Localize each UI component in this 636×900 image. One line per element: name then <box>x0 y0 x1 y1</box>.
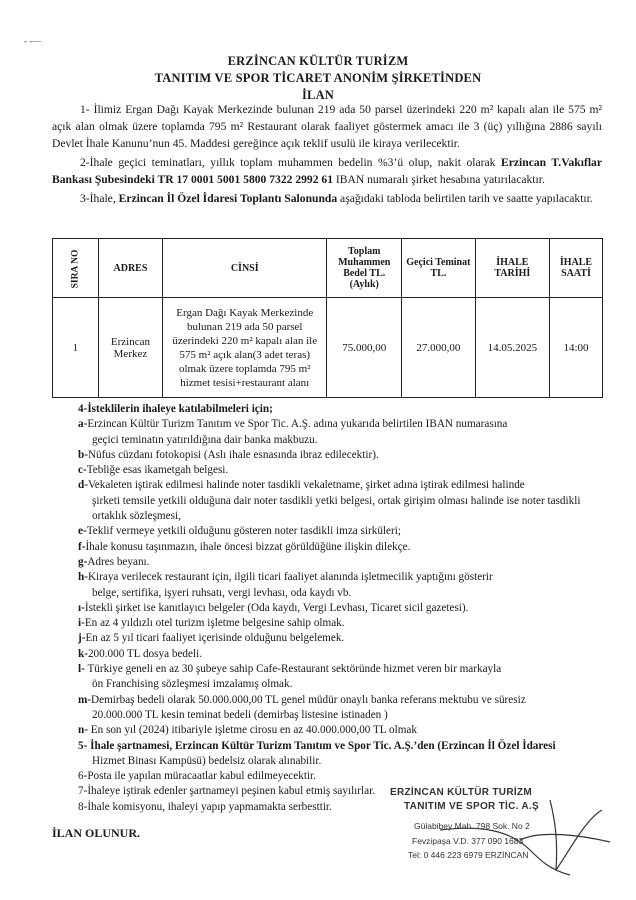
list-item <box>78 647 608 662</box>
list-item-text: En az 4 yıldızlı otel turizm işletme belgesine sahip olmak. <box>84 617 345 630</box>
list-item <box>78 601 608 616</box>
paragraph-2-text-c: IBAN numaralı şirket hesabına yatırılacaktır. <box>333 173 545 186</box>
stamp-line4: Fevzipaşa V.D. 377 090 1683 <box>412 836 524 846</box>
list-item-key: e- <box>78 525 87 538</box>
item-7: 7-İhaleye iştirak edenler şartnameyi peşinen kabul etmiş sayılırlar. <box>78 785 375 798</box>
company-stamp <box>388 787 618 887</box>
corner-mark: - -— <box>24 36 42 46</box>
list-item-text: 200.000 TL dosya bedeli. <box>87 647 202 660</box>
item-8: 8-İhale komisyonu, ihaleyi yapıp yapmamakta serbesttir. <box>78 800 332 813</box>
list-item-continuation: geçici teminatın yatırıldığına dair banka makbuzu. <box>92 433 318 446</box>
cell-cinsi: Ergan Dağı Kayak Merkezinde bulunan 219 ada 50 parsel üzerindeki 220 m² kapalı alan ile 575 m² açık alan(3 adet teras) olmak üzere toplamda 795 m² hizmet tesisi+restaurant alanı <box>163 298 327 398</box>
table-row <box>53 298 603 398</box>
cell-teminat: 27.000,00 <box>402 298 476 398</box>
list-item-key: k- <box>78 647 88 660</box>
list-item-key: n- <box>78 724 88 737</box>
list-item-key: j- <box>78 632 86 645</box>
list-item <box>78 524 608 539</box>
list-item-text: Türkiye geneli en az 30 şubeye sahip Cafe-Restaurant sektöründe hizmet veren bir markayla <box>84 663 502 676</box>
tender-table <box>52 238 603 398</box>
requirements-list <box>78 402 608 815</box>
list-item <box>78 662 608 677</box>
paragraph-1 <box>52 101 602 152</box>
list-item-text: Kiraya verilecek restaurant için, ilgili ticari faaliyet alanında işletmecilik yaptığını gösterir <box>87 571 493 584</box>
paragraph-2 <box>52 154 602 188</box>
list-item-key: h- <box>78 571 88 584</box>
list-item-text: Demirbaş bedeli olarak 50.000.000,00 TL genel müdür onaylı banka referans mektubu ve süresiz <box>91 693 526 706</box>
list-item-text: Tebliğe esas ikametgah belgesi. <box>86 464 229 477</box>
list-item-text: Erzincan Kültür Turizm Tanıtım ve Spor Tic. A.Ş. adına yukarıda belirtilen IBAN numarasına <box>87 418 508 431</box>
stamp-line3: Gülabibey Mah. 798 Sok. No 2 <box>414 821 530 831</box>
list-item-text: Nüfus cüzdanı fotokopisi (Aslı ihale esnasında ibraz edilecektir). <box>87 448 379 461</box>
list-item-continuation: belge, sertifika, işyeri ruhsatı, vergi levhası, oda kaydı vb. <box>92 586 352 599</box>
list-item <box>78 417 608 432</box>
cell-sira: 1 <box>53 298 99 398</box>
list-item-key: f- <box>78 540 86 553</box>
list-item-continuation: ön Franchising sözleşmesi imzalamış olmak. <box>92 678 293 691</box>
item-5: 5- İhale şartnamesi, Erzincan Kültür Turizm Tanıtım ve Spor Tic. A.Ş.’den (Erzincan İl Özel İdaresi <box>78 739 556 752</box>
header-cinsi: CİNSİ <box>163 239 327 298</box>
list-item <box>78 478 608 493</box>
cell-bedel: 75.000,00 <box>327 298 402 398</box>
paragraph-3-text-c: aşağıdaki tabloda belirtilen tarih ve saatte yapılacaktır. <box>337 192 593 205</box>
list-item-key: c- <box>78 464 87 477</box>
list-item-text: En son yıl (2024) itibariyle işletme cirosu en az 40.000.000,00 TL olmak <box>87 724 417 737</box>
header-sira-no: SIRA NO <box>53 239 99 298</box>
list-item <box>78 448 608 463</box>
stamp-line1: ERZİNCAN KÜLTÜR TURİZM <box>390 787 532 798</box>
stamp-line5: Tel: 0 446 223 6979 ERZİNCAN <box>408 850 529 860</box>
list-item-key: ı- <box>78 601 85 614</box>
list-item-continuation: 20.000.000 TL kesin teminat bedeli (demirbaş listesine istinaden ) <box>92 708 388 721</box>
list-item <box>78 570 608 585</box>
paragraph-3 <box>52 190 602 207</box>
list-item-key: g- <box>78 555 88 568</box>
paragraph-3-text-a: 3-İhale, <box>80 192 119 205</box>
closing-text: İLAN OLUNUR. <box>52 826 141 840</box>
list-item <box>78 631 608 646</box>
list-item-text: İhale konusu taşınmazın, ihale öncesi bizzat görüldüğüne ilişkin dilekçe. <box>85 540 411 553</box>
header-ihale-tarihi: İHALE TARİHİ <box>475 239 549 298</box>
list-item-continuation: şirketi temsile yetkili olduğuna dair noter tasdikli yetki belgesi, ortak girişim olması halinde ise noter tasdikli ortaklık sözleşmesi, <box>92 494 581 523</box>
list-item-key: a- <box>78 418 88 431</box>
cell-ihale-saati: 14:00 <box>550 298 603 398</box>
cell-ihale-tarihi: 14.05.2025 <box>475 298 549 398</box>
list-item-key: l- <box>78 663 85 676</box>
item-6: 6-Posta ile yapılan müracaatlar kabul edilmeyecektir. <box>78 770 316 783</box>
company-name-line1: ERZİNCAN KÜLTÜR TURİZM <box>227 54 409 68</box>
list-item-text: Adres beyanı. <box>87 555 150 568</box>
requirements-heading: 4-İsteklilerin ihaleye katılabilmeleri için; <box>78 403 273 415</box>
paragraph-2-bank-iban: Erzincan T.Vakıflar Bankası Şubesindeki TR 17 0001 5001 5800 7322 2992 61 <box>52 156 602 186</box>
stamp-line2: TANITIM VE SPOR TİC. A.Ş <box>404 801 539 812</box>
paragraph-1-text: 1- İlimiz Ergan Dağı Kayak Merkezinde bulunan 219 ada 50 parsel üzerindeki 220 m² kapalı alan ile 575 m² açık alan olmak üzere toplamda 795 m² Restaurant olarak faaliyet göstermek amacı ile 3 (üç) yıllığına 2886 sayılı Devlet İhale Kanunu’nun 45. Maddesi gereğince açık teklif usulü ile kiraya verilecektir. <box>52 103 602 150</box>
list-item <box>78 540 608 555</box>
list-item-key: m- <box>78 693 92 706</box>
list-item <box>78 555 608 570</box>
list-item-text: İstekli şirket ise kanıtlayıcı belgeler (Oda kaydı, Vergi Levhası, Ticaret sicil gazetesi). <box>84 601 469 614</box>
list-item <box>78 463 608 478</box>
header-teminat: Geçici Teminat TL. <box>402 239 476 298</box>
header-bedel: Toplam Muhammen Bedel TL. (Aylık) <box>327 239 402 298</box>
item-5-cont: Hizmet Binası Kampüsü) bedelsiz olarak alınabilir. <box>92 754 322 767</box>
list-item-text: En az 5 yıl ticari faaliyet içerisinde olduğunu belgelemek. <box>85 632 345 645</box>
paragraph-2-text-a: 2-İhale geçici teminatları, yıllık toplam muhammen bedelin %3’ü olup, nakit olarak <box>80 156 501 169</box>
list-item-key: d- <box>78 479 88 492</box>
company-name-line2: TANITIM VE SPOR TİCARET ANONİM ŞİRKETİNDEN <box>154 71 482 85</box>
list-item-text: Vekaleten iştirak edilmesi halinde noter tasdikli vekaletname, şirket adına iştirak edilmesi halinde <box>87 479 525 492</box>
announcement-title: İLAN <box>301 88 335 102</box>
paragraph-3-venue: Erzincan İl Özel İdaresi Toplantı Salonunda <box>118 192 338 205</box>
list-item <box>78 723 608 738</box>
list-item <box>78 616 608 631</box>
list-item-text: Teklif vermeye yetkili olduğunu gösteren noter tasdikli imza sirküleri; <box>86 525 401 538</box>
list-item <box>78 693 608 708</box>
list-item-key: b- <box>78 448 88 461</box>
table-header-row <box>53 239 603 298</box>
header-ihale-saati: İHALE SAATİ <box>550 239 603 298</box>
header-adres: ADRES <box>98 239 162 298</box>
list-item-key: i- <box>78 617 85 630</box>
cell-adres: Erzincan Merkez <box>98 298 162 398</box>
